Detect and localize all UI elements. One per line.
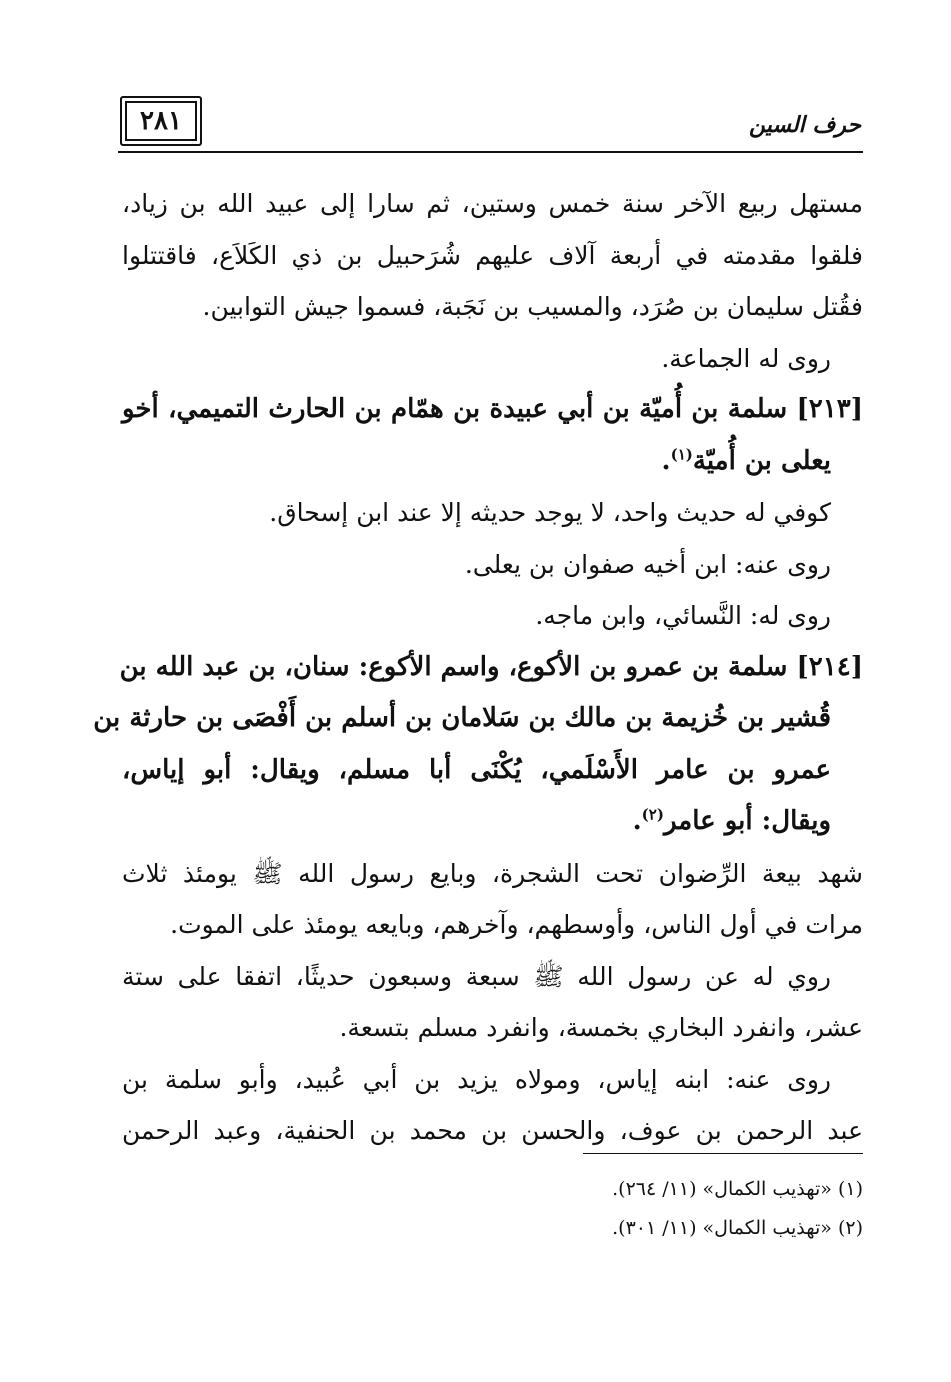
entry-heading-214-cont [122, 796, 863, 848]
entry-heading-214: [٢١٤] سلمة بن عمرو بن الأكوع، واسم الأكوع: سنان، بن عبد الله بن [119, 651, 863, 682]
entry-heading-213-cont [122, 436, 863, 488]
running-title: حرف السين [748, 112, 861, 138]
entry-heading-213: [٢١٣] سلمة بن أُميّة بن أبي عبيدة بن همّام بن الحارث التميمي، أخو [122, 394, 863, 424]
page-number: ٢٨١ [120, 96, 202, 146]
main-text [93, 178, 863, 1157]
footnotes [612, 1170, 863, 1248]
footnote-divider [583, 1153, 863, 1154]
entry-heading-text: يعلى بن أُميّة [692, 445, 831, 476]
entry-heading-text: ويقال: أبو عامر [663, 806, 831, 836]
text-line: مرات في أول الناس، وأوسطهم، وآخرهم، وبايعه يومئذ على الموت. [170, 910, 863, 939]
entry-heading-214-cont: عمرو بن عامر الأَسْلَمي، يُكْنَى أبا مسلم، ويقال: أبو إياس، [122, 754, 831, 785]
text-line: كوفي له حديث واحد، لا يوجد حديثه إلا عند ابن إسحاق. [269, 498, 831, 527]
entry-heading-214-cont: قُشير بن خُزيمة بن مالك بن سَلامان بن أسلم بن أَفْصَى بن حارثة بن [93, 703, 831, 733]
text-line: روى له الجماعة. [661, 343, 831, 373]
footnote-1: (١) «تهذيب الكمال» (١١/ ٢٦٤). [612, 1178, 863, 1200]
text-line: فلقوا مقدمته في أربعة آلاف عليهم شُرَحبيل بن ذي الكَلاَع، فاقتتلوا [122, 240, 863, 270]
footnote-ref[interactable]: (٢) [641, 805, 664, 824]
text-line: روى عنه: ابن أخيه صفوان بن يعلى. [464, 549, 831, 579]
header-divider [118, 151, 863, 153]
footnote-ref[interactable]: (١) [670, 444, 693, 463]
text-line: روي له عن رسول الله ﷺ سبعة وسبعون حديثًا، اتفقا على ستة [122, 961, 831, 991]
text-line: روى له: النَّسائي، وابن ماجه. [535, 601, 831, 630]
text-line: مستهل ربيع الآخر سنة خمس وستين، ثم سارا إلى عبيد الله بن زياد، [122, 189, 863, 218]
text-line: روى عنه: ابنه إياس، ومولاه يزيد بن أبي عُبيد، وأبو سلمة بن [122, 1064, 831, 1094]
text-line: عشر، وانفرد البخاري بخمسة، وانفرد مسلم بتسعة. [339, 1013, 863, 1042]
footnote-2: (٢) «تهذيب الكمال» (١١/ ٣٠١). [612, 1217, 863, 1239]
text-line: شهد بيعة الرِّضوان تحت الشجرة، وبايع رسول الله ﷺ يومئذ ثلاث [122, 858, 863, 888]
text-line: فقُتل سليمان بن صُرَد، والمسيب بن نَجَبة، فسموا جيش التوابين. [202, 292, 863, 321]
entry-heading-end: . [661, 445, 671, 476]
entry-heading-end: . [632, 806, 642, 836]
text-line: عبد الرحمن بن عوف، والحسن بن محمد بن الحنفية، وعبد الرحمن [122, 1116, 863, 1145]
